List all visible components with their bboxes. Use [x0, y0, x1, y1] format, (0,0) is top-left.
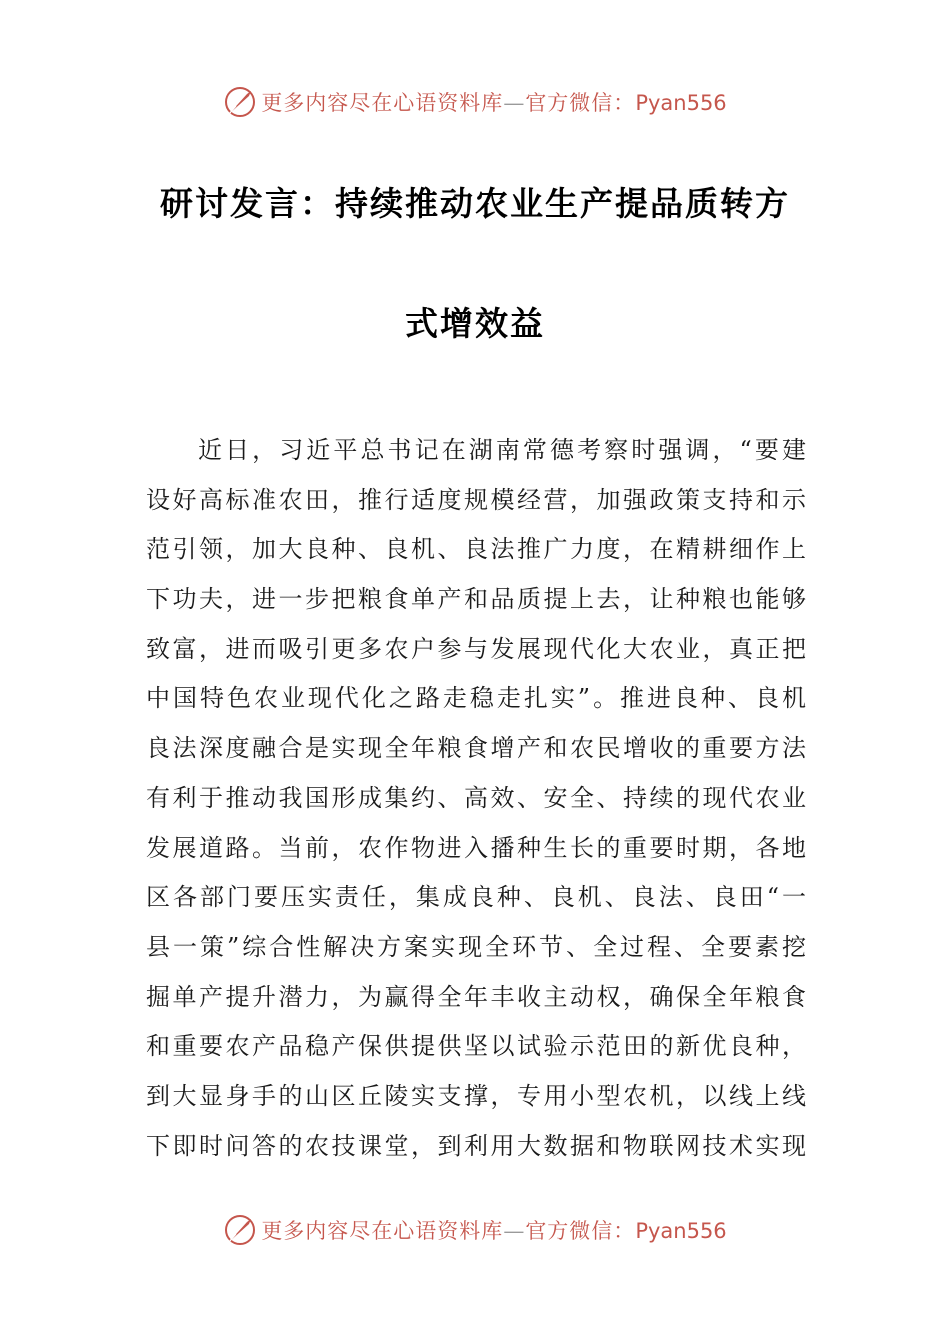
body-line: 和重要农产品稳产保供提供坚以试验示范田的新优良种， — [146, 1032, 806, 1061]
body-line: 近日，习近平总书记在湖南常德考察时强调，“要建 — [198, 436, 806, 464]
document-title-line-1: 研讨发言：持续推动农业生产提品质转方 — [160, 184, 790, 223]
quill-logo-icon — [223, 85, 257, 119]
body-line: 到大显身手的山区丘陵实支撑，专用小型农机，以线上线 — [146, 1081, 806, 1110]
footer-banner-library: 更多内容尽在心语资料库 — [261, 1219, 504, 1243]
body-line: 发展道路。当前，农作物进入播种生长的重要时期，各地 — [146, 833, 806, 862]
body-line: 有利于推动我国形成集约、高效、安全、持续的现代农业 — [146, 783, 806, 812]
body-line: 设好高标准农田，推行适度规模经营，加强政策支持和示 — [146, 485, 806, 514]
body-line: 中国特色农业现代化之路走稳走扎实”。推进良种、良机 — [146, 684, 806, 713]
body-line: 下功夫，进一步把粮食单产和品质提上去，让种粮也能够 — [146, 585, 806, 614]
footer-banner-official: 官方微信： — [525, 1219, 636, 1243]
body-line: 致富，进而吸引更多农户参与发展现代化大农业，真正把 — [146, 634, 806, 663]
body-line: 下即时问答的农技课堂，到利用大数据和物联网技术实现 — [146, 1131, 806, 1160]
header-banner — [0, 80, 950, 124]
footer-banner-dash: — — [503, 1219, 526, 1243]
quill-logo-icon — [223, 1213, 257, 1247]
header-banner-official: 官方微信： — [525, 91, 636, 115]
footer-banner-wechat: Pyan556 — [635, 1219, 727, 1243]
body-line: 良法深度融合是实现全年粮食增产和农民增收的重要方法 — [146, 734, 806, 763]
body-line: 掘单产提升潜力，为赢得全年丰收主动权，确保全年粮食 — [146, 982, 806, 1011]
document-title-line-2: 式增效益 — [405, 304, 545, 343]
body-line: 范引领，加大良种、良机、良法推广力度，在精耕细作上 — [146, 535, 806, 564]
header-banner-wechat: Pyan556 — [635, 91, 727, 115]
header-banner-text — [261, 87, 726, 117]
body-paragraph — [146, 426, 806, 1171]
body-line: 县一策”综合性解决方案实现全环节、全过程、全要素挖 — [146, 932, 806, 961]
footer-banner — [0, 1208, 950, 1252]
header-banner-library: 更多内容尽在心语资料库 — [261, 91, 504, 115]
footer-banner-text — [261, 1215, 726, 1245]
body-line: 区各部门要压实责任，集成良种、良机、良法、良田“一 — [146, 883, 806, 912]
header-banner-dash: — — [503, 91, 526, 115]
